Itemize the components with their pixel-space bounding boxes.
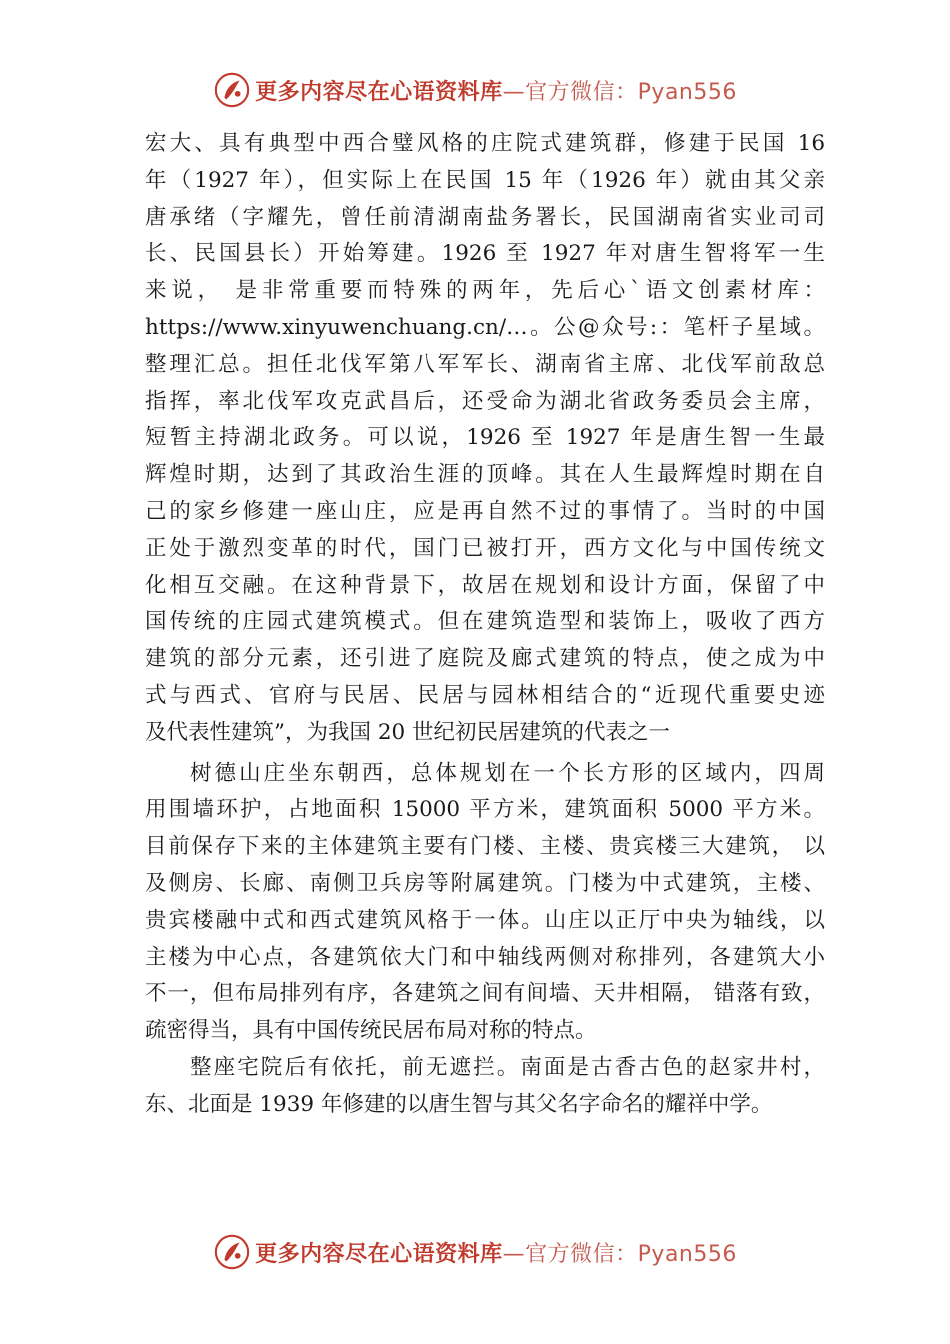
text-line: 指挥，率北伐军攻克武昌后，还受命为湖北省政务委员会主席， [145,388,825,414]
banner-brand: 更多内容尽在心语资料库 [255,1241,503,1267]
header-banner [0,66,950,114]
banner-separator: — [502,79,526,105]
text-line: 宏大、具有典型中西合璧风格的庄院式建筑群，修建于民国 16 [145,131,825,156]
text-line: 疏密得当，具有中国传统民居布局对称的特点。 [145,1018,597,1044]
text-line: 己的家乡修建一座山庄，应是再自然不过的事情了。当时的中国 [145,498,825,524]
text-line: 整座宅院后有依托，前无遮拦。南面是古香古色的赵家井村， [190,1054,825,1080]
text-line: 不一，但布局排列有序，各建筑之间有间墙、天井相隔， 错落有致， [145,981,825,1007]
text-line: 式与西式、官府与民居、民居与园林相结合的“近现代重要史迹 [145,682,825,708]
banner-separator: — [502,1241,526,1267]
text-line: 唐承绪（字耀先，曾任前清湖南盐务署长，民国湖南省实业司司 [145,204,825,230]
text-line: https://www.xinyuwenchuang.cn/…。公@众号:：笔杆子星域。 [145,314,825,340]
banner-text [255,1237,737,1268]
paragraph-2 [145,756,825,1050]
banner-wechat-id: Pyan556 [637,79,737,105]
text-line: 及代表性建筑”，为我国 20 世纪初民居建筑的代表之一 [145,719,671,745]
banner-brand: 更多内容尽在心语资料库 [255,79,503,105]
text-line: 树德山庄坐东朝西，总体规划在一个长方形的区域内，四周 [190,760,825,786]
text-line: 辉煌时期，达到了其政治生涯的顶峰。其在人生最辉煌时期在自 [145,462,825,488]
text-line: 国传统的庄园式建筑模式。但在建筑造型和装饰上，吸收了西方 [145,609,825,635]
text-line: 正处于激烈变革的时代，国门已被打开，西方文化与中国传统文 [145,535,825,561]
banner-text [255,75,737,106]
document-body [145,126,825,1124]
text-line: 贵宾楼融中式和西式建筑风格于一体。山庄以正厅中央为轴线，以 [145,907,825,933]
text-line: 建筑的部分元素，还引进了庭院及廊式建筑的特点，使之成为中 [145,646,825,672]
text-line: 主楼为中心点，各建筑依大门和中轴线两侧对称排列，各建筑大小 [145,944,825,970]
paragraph-1 [145,126,825,752]
text-line: 及侧房、长廊、南侧卫兵房等附属建筑。门楼为中式建筑，主楼、 [145,870,825,896]
banner-wechat-id: Pyan556 [637,1241,737,1267]
brand-logo-icon [213,71,251,109]
text-line: 来说， 是非常重要而特殊的两年，先后心`语文创素材库： [145,278,825,304]
banner-wechat-label: 官方微信： [525,79,638,105]
text-line: 长、民国县长）开始筹建。1926 至 1927 年对唐生智将军一生 [145,241,825,267]
text-line: 化相互交融。在这种背景下，故居在规划和设计方面，保留了中 [145,572,825,598]
text-line: 目前保存下来的主体建筑主要有门楼、主楼、贵宾楼三大建筑， 以 [145,834,825,860]
text-line: 整理汇总。担任北伐军第八军军长、湖南省主席、北伐军前敌总 [145,351,825,377]
text-line: 短暂主持湖北政务。可以说，1926 至 1927 年是唐生智一生最 [145,425,825,451]
brand-logo-icon [213,1233,251,1271]
footer-banner [0,1228,950,1276]
paragraph-3 [145,1050,825,1124]
text-line: 东、北面是 1939 年修建的以唐生智与其父名字命名的耀祥中学。 [145,1091,773,1117]
text-line: 用围墙环护，占地面积 15000 平方米，建筑面积 5000 平方米。 [145,797,825,823]
text-line: 年（1927 年），但实际上在民国 15 年（1926 年）就由其父亲 [145,167,825,193]
banner-wechat-label: 官方微信： [525,1241,638,1267]
